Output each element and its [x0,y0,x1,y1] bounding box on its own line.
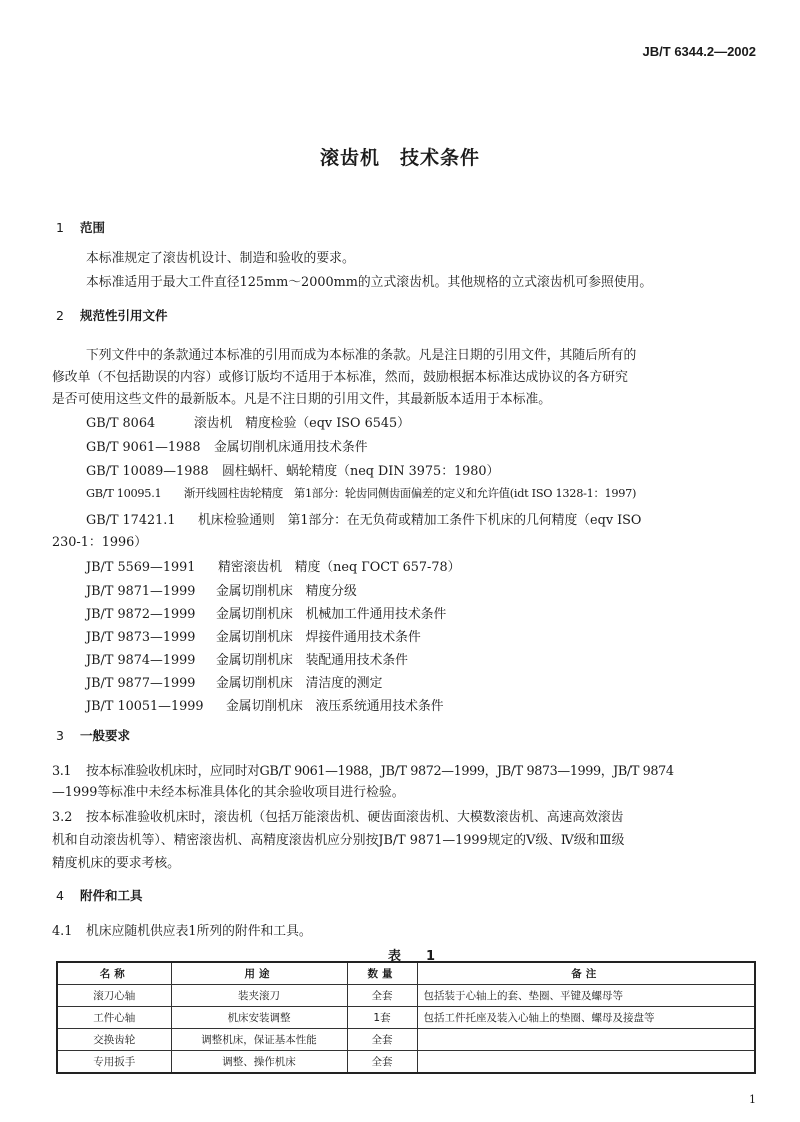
table-cell: 全套 [347,1029,417,1051]
table-cell: 包括工件托座及装入心轴上的垫圈、螺母及接盘等 [417,1007,755,1029]
clause-4-1 [52,920,312,939]
reference-code: JB/T 9877—1999 [86,676,196,691]
table-cell: 交换齿轮 [57,1029,171,1051]
table-cell [417,1051,755,1074]
accessories-table [56,961,756,1074]
section-title: 规范性引用文件 [80,308,168,323]
table-header-row [57,962,755,985]
reference-code: JB/T 9871—1999 [86,584,196,599]
reference-title: 滚齿机 精度检验（eqv ISO 6545） [194,416,410,431]
reference-title: 金属切削机床 装配通用技术条件 [216,653,408,668]
reference-code: GB/T 10095.1 [86,487,162,500]
section-number: 1 [56,220,64,235]
paragraph-line: 修改单（不包括勘误的内容）或修订版均不适用于本标准，然而，鼓励根据本标准达成协议的各方研究 [52,370,628,385]
reference-title: 金属切削机床 液压系统通用技术条件 [226,699,444,714]
table-cell: 调整机床，保证基本性能 [171,1029,347,1051]
section-4-heading [56,886,143,904]
table-cell: 全套 [347,985,417,1007]
reference-item [86,672,382,691]
table-row [57,1029,755,1051]
clause-number: 3.1 [52,764,72,779]
table-cell: 工件心轴 [57,1007,171,1029]
table-cell: 装夹滚刀 [171,985,347,1007]
table-row [57,1051,755,1074]
reference-continuation: 230-1：1996） [52,535,148,550]
table-row [57,1007,755,1029]
table-cell: 滚刀心轴 [57,985,171,1007]
section-number: 3 [56,728,64,743]
reference-title: 圆柱蜗杆、蜗轮精度（neq DIN 3975：1980） [222,464,500,479]
reference-title: 机床检验通则 第1部分：在无负荷或精加工条件下机床的几何精度（eqv ISO [198,513,642,528]
table-cell: 包括装于心轴上的套、垫圈、平键及螺母等 [417,985,755,1007]
table-cell: 全套 [347,1051,417,1074]
section-title: 范围 [80,220,106,235]
reference-item [86,695,444,714]
table-cell: 1套 [347,1007,417,1029]
section-2-heading [56,306,168,324]
clause-text: 按本标准验收机床时，应同时对GB/T 9061—1988，JB/T 9872—1999，JB/T 9873—1999，JB/T 9874 [86,764,674,779]
column-header-name: 名称 [57,962,171,985]
paragraph-line: 是否可使用这些文件的最新版本。凡是不注日期的引用文件，其最新版本适用于本标准。 [52,392,552,407]
section-number: 4 [56,888,64,903]
reference-item [86,509,641,528]
table-cell: 专用扳手 [57,1051,171,1074]
reference-item [86,580,357,599]
page-number: 1 [749,1093,756,1106]
reference-code: GB/T 17421.1 [86,513,176,528]
column-header-purpose: 用途 [171,962,347,985]
reference-code: GB/T 10089—1988 [86,464,209,479]
column-header-remarks: 备注 [417,962,755,985]
reference-item [86,460,499,479]
reference-item [86,485,636,501]
clause-text: 机床应随机供应表1所列的附件和工具。 [86,924,312,939]
paragraph-line: 精度机床的要求考核。 [52,856,180,871]
reference-item [86,412,410,431]
clause-number: 3.2 [52,810,73,825]
column-header-quantity: 数量 [347,962,417,985]
section-number: 2 [56,308,64,323]
reference-title: 金属切削机床 机械加工件通用技术条件 [216,607,447,622]
reference-item [86,436,368,455]
reference-code: JB/T 9872—1999 [86,607,196,622]
reference-title: 金属切削机床 焊接件通用技术条件 [216,630,421,645]
paragraph: 本标准规定了滚齿机设计、制造和验收的要求。 [86,251,355,266]
reference-title: 金属切削机床 精度分级 [216,584,357,599]
paragraph-line: —1999等标准中未经本标准具体化的其余验收项目进行检验。 [52,785,405,800]
standard-number: JB/T 6344.2—2002 [642,44,756,59]
table-row [57,985,755,1007]
reference-item [86,556,460,575]
table-cell [417,1029,755,1051]
reference-item [86,649,408,668]
reference-item [86,603,446,622]
table-cell: 调整、操作机床 [171,1051,347,1074]
reference-code: JB/T 10051—1999 [86,699,204,714]
section-1-heading [56,218,105,236]
reference-code: JB/T 5569—1991 [86,560,196,575]
paragraph-line: 下列文件中的条款通过本标准的引用而成为本标准的条款。凡是注日期的引用文件，其随后所有的 [86,348,637,363]
reference-title: 精密滚齿机 精度（neq ГОСТ 657-78） [218,560,461,575]
clause-text: 按本标准验收机床时，滚齿机（包括万能滚齿机、硬齿面滚齿机、大模数滚齿机、高速高效滚齿 [86,810,624,825]
reference-code: JB/T 9873—1999 [86,630,196,645]
reference-code: JB/T 9874—1999 [86,653,196,668]
table-cell: 机床安装调整 [171,1007,347,1029]
table-caption: 表 1 [388,949,442,964]
paragraph: 本标准适用于最大工件直径125mm～2000mm的立式滚齿机。其他规格的立式滚齿机可参照使用。 [86,275,653,290]
section-title: 一般要求 [80,728,131,743]
reference-code: GB/T 9061—1988 [86,440,201,455]
reference-title: 金属切削机床通用技术条件 [214,440,368,455]
reference-code: GB/T 8064 [86,416,156,431]
reference-title: 渐开线圆柱齿轮精度 第1部分：轮齿同侧齿面偏差的定义和允许值(idt ISO 1328-1：1997) [184,487,637,500]
reference-title: 金属切削机床 清洁度的测定 [216,676,383,691]
section-title: 附件和工具 [80,888,143,903]
paragraph-line: 机和自动滚齿机等）、精密滚齿机、高精度滚齿机应分别按JB/T 9871—1999规定的Ⅴ级、Ⅳ级和Ⅲ级 [52,833,625,848]
clause-3-1-line [52,760,674,779]
clause-number: 4.1 [52,924,73,939]
clause-3-2-line [52,806,623,825]
document-title: 滚齿机 技术条件 [319,147,480,169]
section-3-heading [56,726,130,744]
reference-item [86,626,421,645]
